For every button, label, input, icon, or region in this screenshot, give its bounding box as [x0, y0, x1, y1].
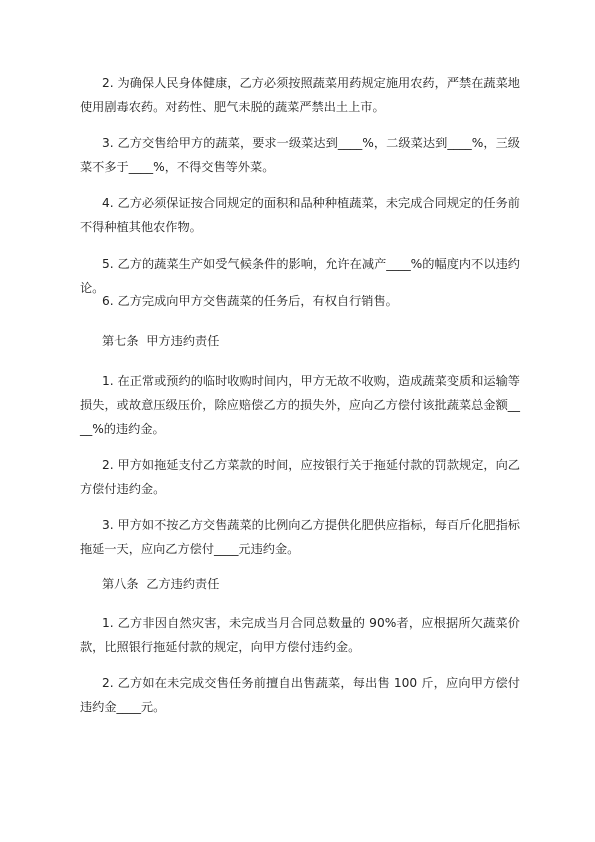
clause-8-item-2: 2. 乙方如在未完成交售任务前擅自出售蔬菜，每出售 100 斤，应向甲方偿付违约金____元。 — [80, 676, 520, 714]
section-heading-article-7: 第七条 甲方违约责任 — [102, 334, 220, 348]
clause-6-item-4: 4. 乙方必须保证按合同规定的面积和品种种植蔬菜，未完成合同规定的任务前不得种植其他农作物。 — [80, 196, 520, 234]
clause-6-item-5: 5. 乙方的蔬菜生产如受气候条件的影响，允许在减产____%的幅度内不以违约论。 — [80, 257, 520, 295]
clause-7-item-2: 2. 甲方如拖延支付乙方菜款的时间，应按银行关于拖延付款的罚款规定，向乙方偿付违约金。 — [80, 458, 520, 496]
clause-8-item-1: 1. 乙方非因自然灾害，未完成当月合同总数量的 90%者，应根据所欠蔬菜价款，比照银行拖延付款的规定，向甲方偿付违约金。 — [80, 616, 520, 654]
section-heading-article-8: 第八条 乙方违约责任 — [102, 577, 220, 591]
clause-6-item-2: 2. 为确保人民身体健康，乙方必须按照蔬菜用药规定施用农药，严禁在蔬菜地使用剧毒农药。对药性、肥气未脱的蔬菜严禁出土上市。 — [80, 76, 520, 114]
clause-7-item-3: 3. 甲方如不按乙方交售蔬菜的比例向乙方提供化肥供应指标，每百斤化肥指标拖延一天，应向乙方偿付____元违约金。 — [80, 518, 520, 556]
clause-6-item-3: 3. 乙方交售给甲方的蔬菜，要求一级菜达到____%，二级菜达到____%，三级菜不多于____%，不得交售等外菜。 — [80, 136, 520, 174]
clause-6-item-6: 6. 乙方完成向甲方交售蔬菜的任务后，有权自行销售。 — [102, 294, 398, 308]
clause-7-item-1: 1. 在正常或预约的临时收购时间内，甲方无故不收购，造成蔬菜变质和运输等损失，或故意压级压价，除应赔偿乙方的损失外，应向乙方偿付该批蔬菜总金额____%的违约金。 — [80, 374, 520, 436]
